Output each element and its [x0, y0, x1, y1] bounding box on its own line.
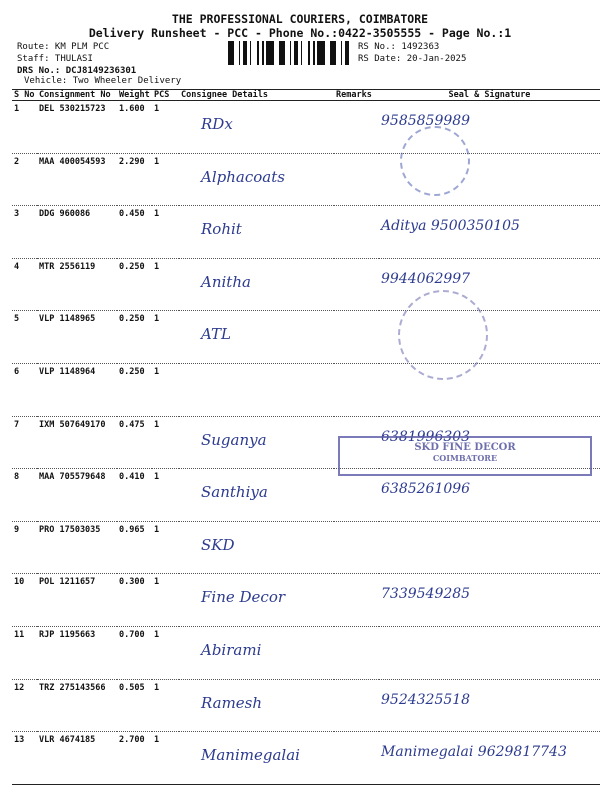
cell-signature: Manimegalai 9629817743 — [379, 732, 600, 785]
cell-consignment: POL 1211657 — [37, 574, 117, 627]
cell-pcs: 1 — [152, 101, 179, 154]
barcode-bar — [282, 41, 285, 65]
table-row — [12, 363, 600, 416]
cell-weight: 0.250 — [117, 311, 152, 364]
table-header-row — [12, 90, 600, 101]
cell-sno: 4 — [12, 258, 37, 311]
cell-sno: 10 — [12, 574, 37, 627]
cell-consignee: Ramesh — [179, 679, 334, 732]
table-row — [12, 311, 600, 364]
cell-weight: 0.700 — [117, 626, 152, 679]
cell-sno: 9 — [12, 521, 37, 574]
cell-remarks — [334, 363, 379, 416]
cell-weight: 0.965 — [117, 521, 152, 574]
analytical-seal-stamp — [398, 290, 488, 380]
cell-sno: 11 — [12, 626, 37, 679]
table-row — [12, 153, 600, 206]
company-title: THE PROFESSIONAL COURIERS, COIMBATORE — [171, 12, 429, 26]
cell-sno: 12 — [12, 679, 37, 732]
cell-consignment: VLP 1148964 — [37, 363, 117, 416]
cell-pcs: 1 — [152, 626, 179, 679]
rs-date: RS Date: 20-Jan-2025 — [358, 54, 467, 64]
cell-pcs: 1 — [152, 521, 179, 574]
cell-consignee: Fine Decor — [179, 574, 334, 627]
cell-pcs: 1 — [152, 416, 179, 469]
cell-sno: 5 — [12, 311, 37, 364]
cell-consignee: Abirami — [179, 626, 334, 679]
cell-weight: 0.410 — [117, 469, 152, 522]
table-row — [12, 258, 600, 311]
cell-consignment: TRZ 275143566 — [37, 679, 117, 732]
vehicle-label: Vehicle: Two Wheeler Delivery — [24, 76, 182, 86]
cell-sno: 8 — [12, 469, 37, 522]
cell-sno: 2 — [12, 153, 37, 206]
rs-number: RS No.: 1492363 — [358, 42, 440, 52]
cell-consignee: RDx — [179, 101, 334, 154]
cell-consignee: ATL — [179, 311, 334, 364]
col-header-sno: S No — [12, 90, 37, 101]
cell-signature — [379, 363, 600, 416]
cell-pcs: 1 — [152, 469, 179, 522]
cell-pcs: 1 — [152, 363, 179, 416]
barcode-bar — [266, 41, 269, 65]
cell-consignment: VLP 1148965 — [37, 311, 117, 364]
cell-pcs: 1 — [152, 153, 179, 206]
barcode-bar — [279, 41, 282, 65]
cell-remarks — [334, 732, 379, 785]
col-header-weight: Weight — [117, 90, 152, 101]
cell-pcs: 1 — [152, 679, 179, 732]
cell-consignee — [179, 363, 334, 416]
cell-signature — [379, 521, 600, 574]
table-row — [12, 732, 600, 785]
cell-sno: 3 — [12, 206, 37, 259]
cell-consignment: VLR 4674185 — [37, 732, 117, 785]
barcode-bar — [308, 41, 310, 65]
cell-signature: 9585859989 — [379, 101, 600, 154]
cell-signature — [379, 626, 600, 679]
cell-consignee: Suganya — [179, 416, 334, 469]
barcode-bar — [262, 41, 264, 65]
cell-sno: 7 — [12, 416, 37, 469]
barcode-bar — [231, 41, 234, 65]
barcode-bar — [243, 41, 246, 65]
route-label: Route: KM PLM PCC — [17, 42, 110, 52]
cell-consignment: MAA 400054593 — [37, 153, 117, 206]
cell-pcs: 1 — [152, 258, 179, 311]
cell-sno: 6 — [12, 363, 37, 416]
cell-consignee: SKD — [179, 521, 334, 574]
barcode-bar — [246, 41, 247, 65]
cell-consignment: MTR 2556119 — [37, 258, 117, 311]
col-header-pcs: PCS — [152, 90, 179, 101]
cell-remarks — [334, 626, 379, 679]
table-row — [12, 521, 600, 574]
cell-weight: 2.700 — [117, 732, 152, 785]
barcode-bar — [301, 41, 302, 65]
barcode-bar — [345, 41, 348, 65]
company-rubber-stamp: SKD FINE DECOR COIMBATORE — [338, 436, 592, 476]
cell-signature: 6385261096 — [379, 469, 600, 522]
cell-consignment: MAA 705579648 — [37, 469, 117, 522]
cell-remarks — [334, 153, 379, 206]
barcode-bar — [333, 41, 336, 65]
cell-remarks — [334, 679, 379, 732]
seal-stamp — [400, 126, 470, 196]
table-row — [12, 574, 600, 627]
barcode-bar — [320, 41, 322, 65]
cell-signature: 9524325518 — [379, 679, 600, 732]
cell-consignment: RJP 1195663 — [37, 626, 117, 679]
cell-pcs: 1 — [152, 206, 179, 259]
drs-label: DRS No.: DCJ8149236301 — [17, 66, 137, 76]
cell-consignment: PRO 17503035 — [37, 521, 117, 574]
barcode-bar — [271, 41, 274, 65]
barcode-bar — [297, 41, 298, 65]
cell-consignee: Alphacoats — [179, 153, 334, 206]
col-header-signature: Seal & Signature — [379, 90, 600, 101]
runsheet-title: Delivery Runsheet - PCC - Phone No.:0422-3505555 - Page No.:1 — [88, 26, 512, 40]
cell-signature: 9944062997 — [379, 258, 600, 311]
cell-sno: 1 — [12, 101, 37, 154]
barcode-image — [228, 41, 352, 65]
barcode-bar — [290, 41, 291, 65]
staff-label: Staff: THULASI — [17, 54, 93, 64]
cell-pcs: 1 — [152, 311, 179, 364]
table-row — [12, 469, 600, 522]
barcode-bar — [269, 41, 271, 65]
table-row — [12, 101, 600, 154]
col-header-remarks: Remarks — [334, 90, 379, 101]
cell-weight: 0.505 — [117, 679, 152, 732]
cell-consignee: Rohit — [179, 206, 334, 259]
barcode-bar — [330, 41, 333, 65]
cell-sno: 13 — [12, 732, 37, 785]
cell-consignee: Manimegalai — [179, 732, 334, 785]
col-header-consignment: Consignment No — [37, 90, 117, 101]
table-row — [12, 626, 600, 679]
cell-signature: 7339549285 — [379, 574, 600, 627]
barcode-bar — [228, 41, 231, 65]
table-row — [12, 206, 600, 259]
cell-remarks — [334, 521, 379, 574]
cell-weight: 0.300 — [117, 574, 152, 627]
cell-consignee: Santhiya — [179, 469, 334, 522]
cell-weight: 0.250 — [117, 363, 152, 416]
barcode-bar — [341, 41, 342, 65]
cell-weight: 2.290 — [117, 153, 152, 206]
cell-consignee: Anitha — [179, 258, 334, 311]
cell-remarks — [334, 206, 379, 259]
cell-consignment: DEL 530215723 — [37, 101, 117, 154]
cell-remarks — [334, 469, 379, 522]
cell-signature: 6381996303 — [379, 416, 600, 469]
cell-weight: 1.600 — [117, 101, 152, 154]
cell-pcs: 1 — [152, 732, 179, 785]
barcode-bar — [322, 41, 325, 65]
barcode-bar — [257, 41, 259, 65]
col-header-consignee: Consignee Details — [179, 90, 334, 101]
barcode-bar — [313, 41, 315, 65]
barcode-bar — [317, 41, 320, 65]
cell-consignment: DDG 960086 — [37, 206, 117, 259]
cell-pcs: 1 — [152, 574, 179, 627]
cell-consignment: IXM 507649170 — [37, 416, 117, 469]
barcode-bar — [348, 41, 349, 65]
cell-remarks — [334, 311, 379, 364]
barcode-bar — [239, 41, 240, 65]
cell-weight: 0.450 — [117, 206, 152, 259]
cell-signature: Aditya 9500350105 — [379, 206, 600, 259]
cell-remarks — [334, 101, 379, 154]
table-row — [12, 679, 600, 732]
barcode-bar — [294, 41, 297, 65]
cell-remarks — [334, 574, 379, 627]
cell-remarks — [334, 258, 379, 311]
cell-weight: 0.250 — [117, 258, 152, 311]
cell-weight: 0.475 — [117, 416, 152, 469]
barcode-bar — [250, 41, 251, 65]
